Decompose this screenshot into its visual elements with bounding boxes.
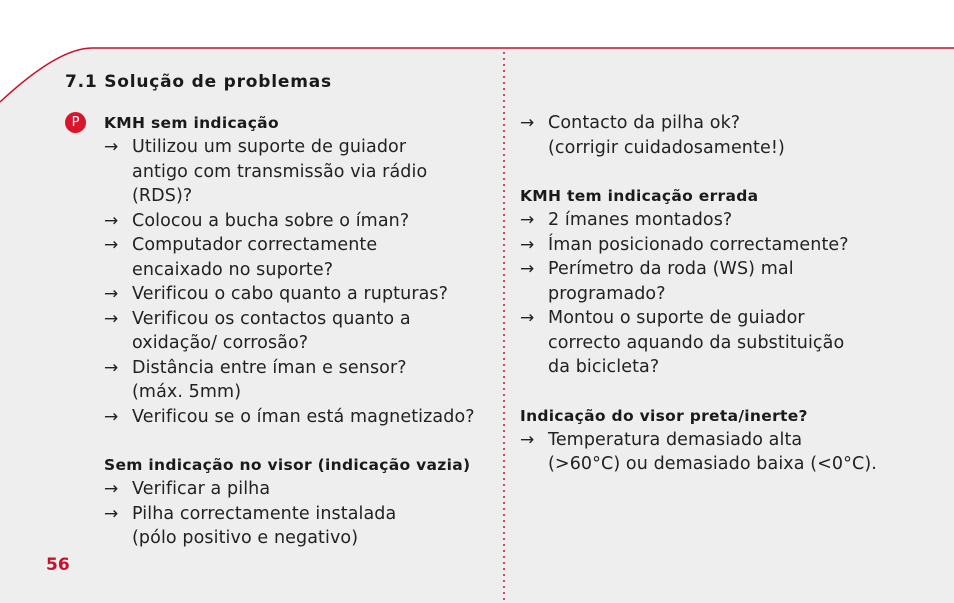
list-item [520, 233, 920, 258]
list-item [104, 405, 504, 430]
list-item [104, 307, 504, 356]
spacer [104, 429, 504, 453]
list-item [104, 282, 504, 307]
arrow-icon: → [104, 284, 119, 304]
list-item [104, 502, 504, 551]
arrow-icon: → [520, 113, 535, 133]
right-column [520, 111, 920, 477]
list-item [520, 208, 920, 233]
arrow-icon: → [104, 308, 119, 329]
list-item [104, 477, 504, 502]
list-item [104, 209, 504, 234]
item-text: Colocou a bucha sobre o íman? [132, 210, 410, 231]
arrow-icon: → [104, 479, 119, 499]
language-badge: P [65, 112, 86, 133]
arrow-icon: → [104, 357, 119, 378]
list-continued [520, 111, 920, 160]
item-text: Pilha correctamente instalada (pólo positivo e negativo) [132, 503, 397, 548]
spacer [520, 160, 920, 184]
heading-kmh-wrong: KMH tem indicação errada [520, 187, 759, 205]
list-item [104, 135, 504, 209]
list-kmh-no-display [104, 135, 504, 429]
list-item [520, 111, 920, 160]
page-number: 56 [46, 555, 70, 575]
item-text: Montou o suporte de guiador correcto aquando da substituição da bicicleta? [548, 308, 845, 377]
arrow-icon: → [104, 210, 119, 231]
list-item [520, 428, 920, 477]
item-text: Verificou o cabo quanto a rupturas? [132, 284, 449, 304]
heading-no-display: Sem indicação no visor (indicação vazia) [104, 456, 471, 474]
left-column [104, 111, 504, 551]
arrow-icon: → [104, 406, 119, 427]
item-text: Perímetro da roda (WS) mal programado? [548, 259, 794, 304]
arrow-icon: → [104, 503, 119, 524]
list-display-black [520, 428, 920, 477]
item-text: Verificou os contactos quanto a oxidação/ corrosão? [132, 308, 411, 353]
arrow-icon: → [520, 234, 535, 255]
item-text: Verificou se o íman está magnetizado? [132, 406, 475, 427]
list-item [104, 233, 504, 282]
item-text: Temperatura demasiado alta (>60°C) ou demasiado baixa (<0°C). [548, 429, 877, 474]
item-text: 2 ímanes montados? [548, 210, 733, 230]
arrow-icon: → [520, 429, 535, 450]
item-text: Verificar a pilha [132, 479, 271, 499]
list-item [520, 257, 920, 306]
heading-display-black: Indicação do visor preta/inerte? [520, 406, 808, 425]
arrow-icon: → [520, 210, 535, 230]
arrow-icon: → [104, 235, 119, 255]
item-text: Utilizou um suporte de guiador antigo com transmissão via rádio (RDS)? [132, 137, 428, 206]
list-no-display [104, 477, 504, 551]
heading-kmh-no-display: KMH sem indicação [104, 114, 279, 132]
item-text: Contacto da pilha ok? (corrigir cuidadosamente!) [548, 113, 785, 158]
arrow-icon: → [520, 259, 535, 279]
item-text: Distância entre íman e sensor? (máx. 5mm) [132, 357, 407, 402]
list-item [520, 306, 920, 380]
list-item [104, 356, 504, 405]
list-kmh-wrong [520, 208, 920, 380]
item-text: Computador correctamente encaixado no suporte? [132, 235, 378, 280]
spacer [520, 380, 920, 404]
arrow-icon: → [520, 308, 535, 328]
section-title: 7.1 Solução de problemas [65, 72, 332, 92]
item-text: Íman posicionado correctamente? [548, 234, 849, 255]
arrow-icon: → [104, 137, 119, 157]
